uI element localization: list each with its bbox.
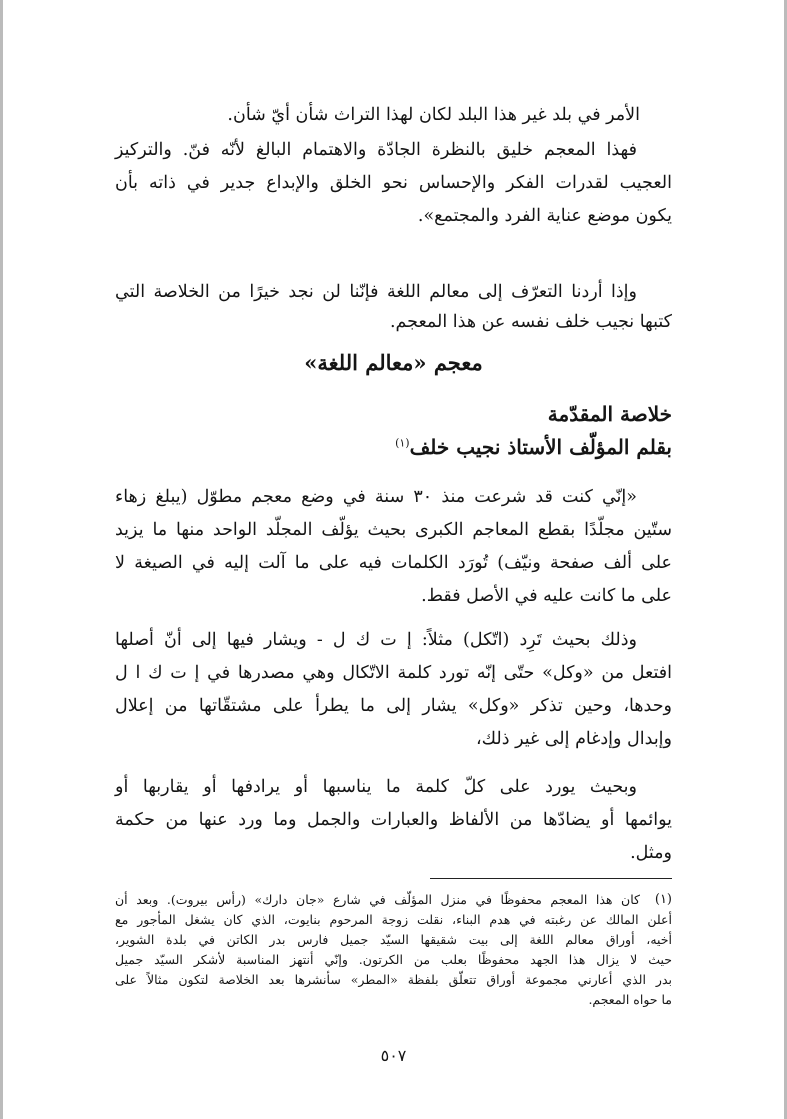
paragraph-line: فهذا المعجم خليق بالنظرة الجادّة والاهتمام البالغ لأنّه فنّ. والتركيز: [115, 140, 637, 160]
footnote-line: ما حواه المعجم.: [588, 992, 672, 1007]
footnote-line: بدر الذي أعارني مجموعة أوراق تتعلّق بلفظة «المطر» سأنشرها بعد الخلاصة لتكون مثالاً على: [115, 972, 672, 987]
paragraph-line: ومثل.: [630, 843, 672, 863]
paragraph-line: وبحيث يورد على كلّ كلمة ما يناسبها أو يرادفها أو يقاربها أو: [115, 777, 637, 797]
subheading: خلاصة المقدّمة: [547, 402, 672, 426]
section-heading: معجم «معالم اللغة»: [304, 350, 483, 375]
footnote-divider: [430, 878, 672, 879]
paragraph-line: وإبدال وإدغام إلى غير ذلك،: [475, 729, 672, 749]
paragraph-line: الأمر في بلد غير هذا البلد لكان لهذا التراث شأن أيّ شأن.: [227, 105, 640, 125]
paragraph-line: ستّين مجلّدًا بقطع المعاجم الكبرى بحيث يؤلّف المجلّد الواحد منها ما يزيد: [115, 520, 672, 540]
footnote-number: (١): [654, 892, 672, 907]
footnote-line: أعلن المالك عن رغبته في هدم البناء، نقلت زوجة المرحوم بنايوت، الذي كان يشغل المأجور مع: [115, 912, 672, 927]
paragraph-line: على ألف صفحة ونيّف) تُورَد الكلمات فيه على ما آلت إليه في الصيغة لا: [115, 553, 672, 573]
footnote-ref: (١): [395, 436, 410, 450]
paragraph-line: العجيب لقدرات الفكر والإحساس نحو الخلق والإبداع جدير في ذاته بأن: [115, 173, 672, 193]
paragraph-line: «إنّي كنت قد شرعت منذ ٣٠ سنة في وضع معجم مطوّل (يبلغ زهاء: [115, 487, 637, 507]
paragraph-line: وذلك بحيث تَرِد (اتّكل) مثلاً: إ ت ك ل - ويشار فيها إلى أنّ أصلها: [115, 630, 637, 650]
footnote-line: حيث لا يزال هذا الجهد محفوظًا بعلب من الكرتون. وإنّي أنتهز المناسبة لأشكر السيّد جميل: [115, 952, 672, 967]
paragraph-line: كتبها نجيب خلف نفسه عن هذا المعجم.: [389, 312, 672, 332]
paragraph-line: افتعل من «وكل» حتّى إنّه تورد كلمة الاتّكال وهي مصدرها في إ ت ك ا ل: [115, 663, 672, 683]
author-line: [395, 435, 672, 459]
footnote-line: أخيه، أوراق معالم اللغة إلى بيت شقيقها السيّد جميل فارس بدر الكاتن في بلدة الشوير،: [115, 932, 672, 947]
paragraph-line: وحدها، وحين تذكر «وكل» يشار إلى ما يطرأ على مشتقّاتها من إعلال: [115, 696, 672, 716]
author-text: بقلم المؤلّف الأستاذ نجيب خلف: [409, 435, 672, 459]
paragraph-line: يوائمها أو يضادّها من الألفاظ والعبارات والجمل وما ورد عنها من حكمة: [115, 810, 672, 830]
footnote-line: كان هذا المعجم محفوظًا في منزل المؤلّف في شارع «جان دارك» (رأس بيروت). وبعد أن: [115, 892, 640, 907]
paragraph-line: وإذا أردنا التعرّف إلى معالم اللغة فإنّنا لن نجد خيرًا من الخلاصة التي: [115, 282, 637, 302]
paragraph-line: على ما كانت عليه في الأصل فقط.: [421, 586, 672, 606]
page-number: ٥٠٧: [380, 1046, 407, 1065]
paragraph-line: يكون موضع عناية الفرد والمجتمع».: [417, 206, 672, 226]
